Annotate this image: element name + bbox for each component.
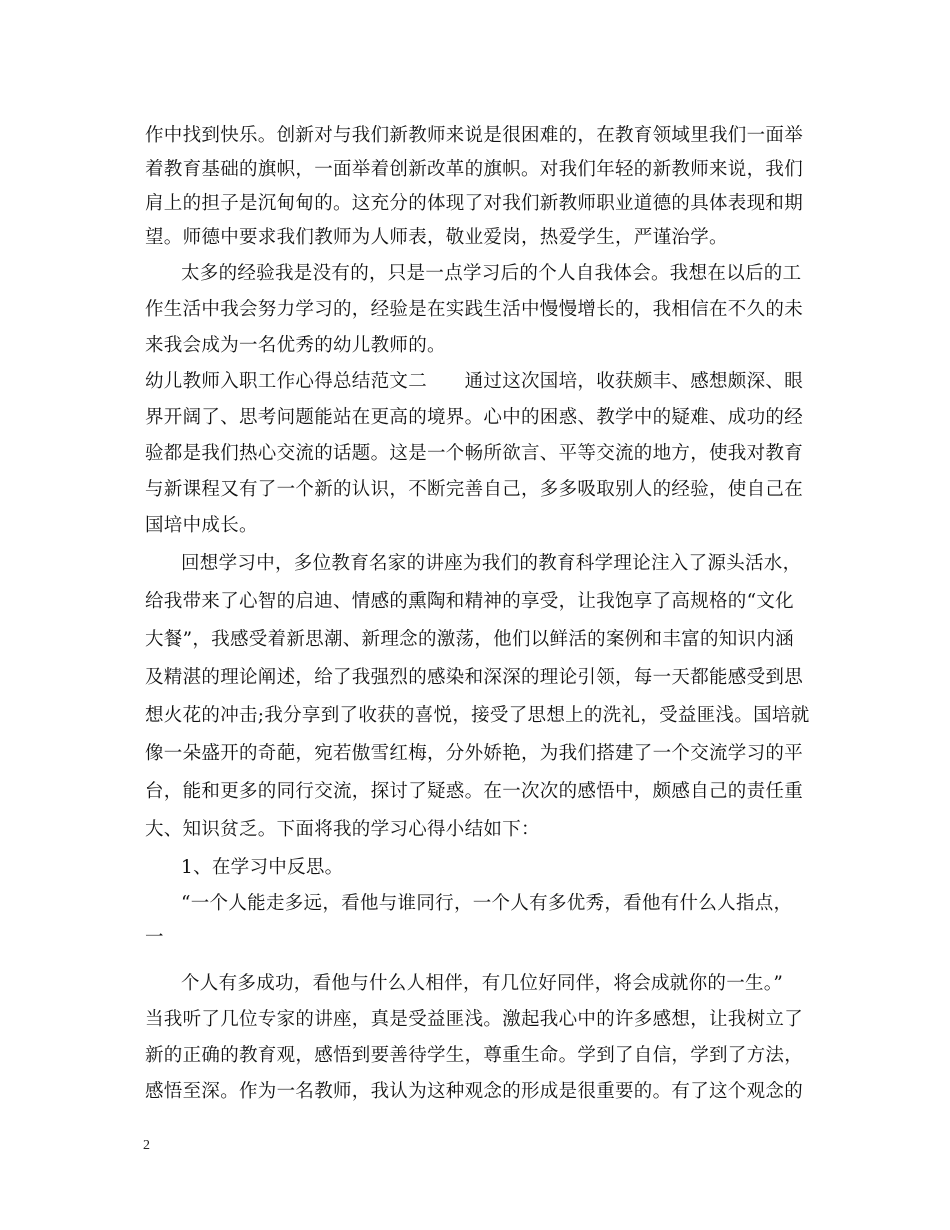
text-line: 当我听了几位专家的讲座，真是受益匪浅。激起我心中的许多感想，让我树立了: [145, 1009, 804, 1030]
text-line: 一: [145, 927, 164, 948]
text-line: 肩上的担子是沉甸甸的。这充分的体现了对我们新教师职业道德的具体表现和期: [145, 193, 804, 214]
text-line: 与新课程又有了一个新的认识，不断完善自己，多多吸取别人的经验，使自己在: [145, 479, 804, 500]
text-line: 给我带来了心智的启迪、情感的熏陶和精神的享受，让我饱享了高规格的“文化: [145, 591, 794, 612]
text-line: 界开阔了、思考问题能站在更高的境界。心中的困惑、教学中的疑难、成功的经: [145, 407, 804, 428]
quote-line: 个人有多成功，看他与什么人相伴，有几位好同伴，将会成就你的一生。”: [181, 973, 784, 994]
text-line: 感悟至深。作为一名教师，我认为这种观念的形成是很重要的。有了这个观念的: [145, 1081, 804, 1102]
page-number: 2: [143, 1138, 150, 1153]
text-line: 望。师德中要求我们教师为人师表，敬业爱岗，热爱学生，严谨治学。: [145, 227, 728, 248]
text-line: 新的正确的教育观，感悟到要善待学生，尊重生命。学到了自信，学到了方法，: [145, 1045, 804, 1066]
quote-line: “一个人能走多远，看他与谁同行，一个人有多优秀，看他有什么人指点，: [181, 893, 793, 914]
text-line: 台，能和更多的同行交流，探讨了疑惑。在一次次的感悟中，颇感自己的责任重: [145, 781, 804, 802]
text-line: 国培中成长。: [145, 515, 258, 536]
text-line: 作中找到快乐。创新对与我们新教师来说是很困难的，在教育领域里我们一面举: [145, 125, 804, 146]
text-line: 想火花的冲击;我分享到了收获的喜悦，接受了思想上的洗礼，受益匪浅。国培就: [145, 705, 810, 726]
list-item-heading: 1、在学习中反思。: [181, 857, 344, 878]
text-line: 及精湛的理论阐述，给了我强烈的感染和深深的理论引领，每一天都能感受到思: [145, 667, 804, 688]
text-line: 大餐”，我感受着新思潮、新理念的激荡，他们以鲜活的案例和丰富的知识内涵: [145, 629, 794, 650]
text-line: 像一朵盛开的奇葩，宛若傲雪红梅，分外娇艳，为我们搭建了一个交流学习的平: [145, 743, 804, 764]
text-line: 回想学习中，多位教育名家的讲座为我们的教育科学理论注入了源头活水，: [181, 553, 802, 574]
text-line: 验都是我们热心交流的话题。这是一个畅所欲言、平等交流的地方，使我对教育: [145, 443, 804, 464]
text-line: 来我会成为一名优秀的幼儿教师的。: [145, 335, 446, 356]
text-line: 太多的经验我是没有的，只是一点学习后的个人自我体会。我想在以后的工: [181, 263, 802, 284]
section-heading-line: 幼儿教师入职工作心得总结范文二 通过这次国培，收获颇丰、感想颇深、眼: [145, 371, 804, 392]
text-line: 着教育基础的旗帜，一面举着创新改革的旗帜。对我们年轻的新教师来说，我们: [145, 159, 804, 180]
text-line: 大、知识贫乏。下面将我的学习心得小结如下：: [145, 819, 540, 840]
text-line: 作生活中我会努力学习的，经验是在实践生活中慢慢增长的，我相信在不久的未: [145, 299, 804, 320]
